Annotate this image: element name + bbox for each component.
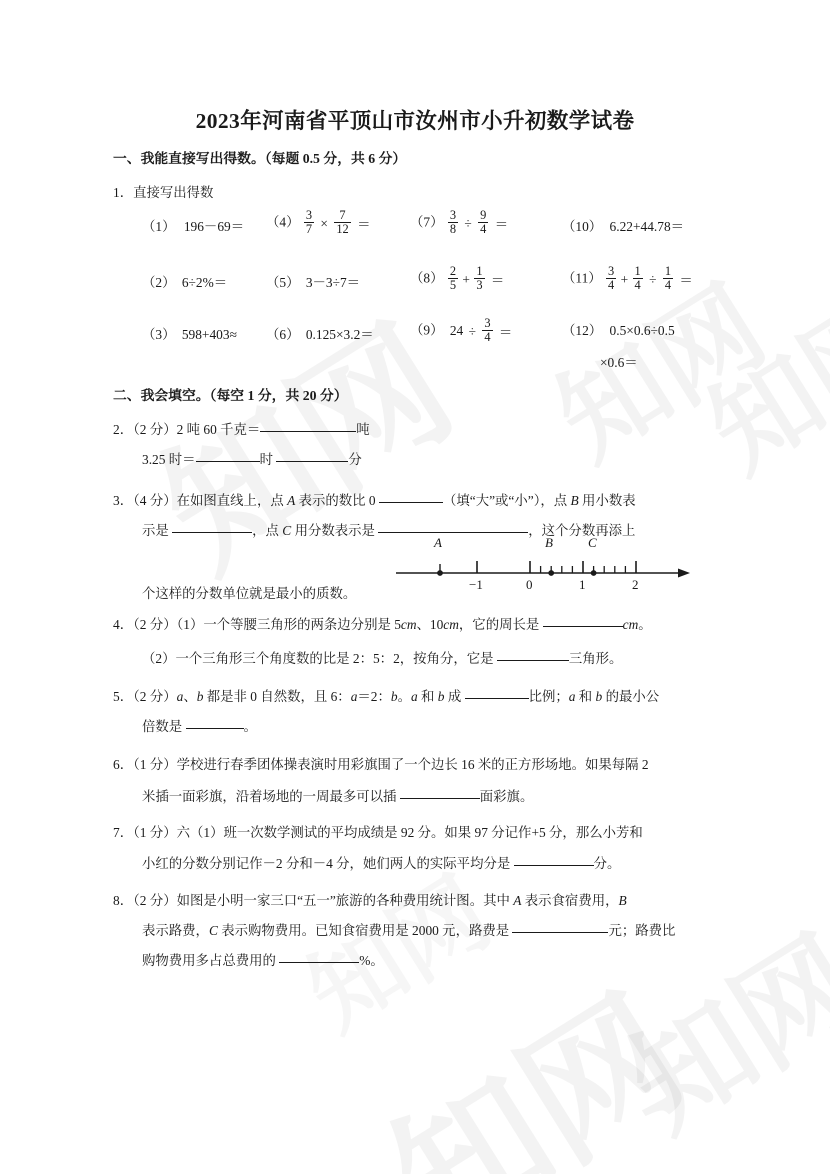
answer-blank[interactable] <box>196 461 260 462</box>
legend-a-label: A <box>513 893 522 908</box>
question-5-line-1 <box>113 686 659 705</box>
fraction <box>304 209 314 236</box>
question-4-text: ，它的周长是 <box>458 617 543 632</box>
question-3-text: （填“大”或“小”），点 <box>442 493 571 508</box>
problem-1 <box>142 216 244 235</box>
question-7-text: 分。 <box>593 856 621 871</box>
variable-b: b <box>437 689 445 704</box>
numline-point-c-label: C <box>588 535 597 550</box>
problem-7 <box>410 210 510 237</box>
answer-blank[interactable] <box>514 865 594 866</box>
variable-a: a <box>350 689 358 704</box>
question-8-text: 表示路费， <box>142 923 209 938</box>
question-5-text: 比例； <box>528 689 569 704</box>
numline-tick-label: 0 <box>526 577 533 592</box>
equals-sign: ＝ <box>490 273 505 289</box>
problem-11 <box>562 266 695 293</box>
problem-9-operand: 24 <box>449 322 464 338</box>
problem-9-label: （9） <box>410 322 444 338</box>
question-5-text: ＝2： <box>357 689 391 704</box>
problem-12-expr-cont: ×0.6＝ <box>600 355 638 370</box>
fraction-numerator: 9 <box>480 208 487 222</box>
question-8-text: 购物费用多占总费用的 <box>142 953 280 968</box>
question-3-text: 3．（4 分）在如图直线上，点 <box>113 493 288 508</box>
question-5-text: 都是非 0 自然数，且 6： <box>203 689 351 704</box>
answer-blank[interactable] <box>379 502 443 503</box>
point-b-label: B <box>570 493 579 508</box>
question-8-text: 表示购物费用。已知食宿费用是 2000 元，路费是 <box>217 923 513 938</box>
question-3-text: 表示的数比 0 <box>295 493 379 508</box>
operator: ÷ <box>464 215 472 231</box>
question-4-text: 三角形。 <box>568 651 623 666</box>
problem-5 <box>266 272 360 291</box>
problem-5-label: （5） <box>266 275 300 290</box>
numline-tick-label: −1 <box>469 577 483 592</box>
question-5-text: 和 <box>575 689 596 704</box>
question-2-line-1 <box>113 419 370 438</box>
question-8-line-3 <box>142 950 384 969</box>
question-5-text: 和 <box>417 689 438 704</box>
variable-a: a <box>410 689 418 704</box>
variable-a: a <box>568 689 576 704</box>
variable-b: b <box>390 689 398 704</box>
unit-label: 时 <box>259 452 273 467</box>
question-8-text: 8．（2 分）如图是小明一家三口“五一”旅游的各种费用统计图。其中 <box>113 893 514 908</box>
fraction <box>448 265 458 292</box>
question-3-text: ，这个分数再添上 <box>528 523 636 538</box>
fraction-denominator: 4 <box>664 278 672 293</box>
answer-blank[interactable] <box>465 698 529 699</box>
fraction-denominator: 4 <box>608 278 615 293</box>
problem-3-expr: 598+403≈ <box>181 327 237 342</box>
question-5-text: 。 <box>243 719 257 734</box>
problem-11-label: （11） <box>562 270 602 286</box>
question-4-line-1 <box>113 614 652 633</box>
point-c-label: C <box>282 523 292 538</box>
answer-blank[interactable] <box>497 660 569 661</box>
answer-blank[interactable] <box>400 798 480 799</box>
question-5-text: 成 <box>444 689 465 704</box>
fraction <box>334 209 350 236</box>
fraction <box>482 317 492 344</box>
question-5-line-2 <box>142 716 257 735</box>
question-3-line-3: 个这样的分数单位就是最小的质数。 <box>142 586 357 601</box>
problem-10-label: （10） <box>562 219 603 234</box>
problem-12-label: （12） <box>562 323 603 338</box>
fraction <box>606 265 616 292</box>
fraction <box>474 265 484 292</box>
problem-10 <box>562 216 684 235</box>
question-6-line-2 <box>142 786 533 805</box>
page-title: 2023年河南省平顶山市汝州市小升初数学试卷 <box>195 109 635 133</box>
answer-blank[interactable] <box>260 431 356 432</box>
question-1-prompt: 直接写出得数 <box>133 185 214 200</box>
fraction-denominator: 3 <box>476 278 483 293</box>
question-7-text: 小红的分数分别记作－2 分和－4 分，她们两人的实际平均分是 <box>142 856 514 871</box>
fraction-denominator: 8 <box>449 222 457 237</box>
question-2-text: 2．（2 分）2 吨 60 千克＝ <box>113 422 261 437</box>
answer-blank[interactable] <box>543 626 623 627</box>
problem-2 <box>142 272 227 291</box>
problem-6-label: （6） <box>266 327 300 342</box>
question-5-text: 倍数是 <box>142 719 186 734</box>
fraction-numerator: 3 <box>484 316 491 330</box>
variable-b: b <box>196 689 204 704</box>
question-3-text: 用分数表示是 <box>291 523 379 538</box>
question-7-line-1: 7．（1 分）六（1）班一次数学测试的平均成绩是 92 分。如果 97 分记作+5 分，那么小芳和 <box>113 825 643 840</box>
variable-b: b <box>595 689 603 704</box>
equals-sign: ＝ <box>498 325 513 341</box>
watermark-text <box>346 937 715 1174</box>
question-4-text: 。 <box>638 617 652 632</box>
problem-3 <box>142 324 237 343</box>
question-8-line-2 <box>142 920 675 939</box>
problem-7-label: （7） <box>410 214 444 230</box>
numline-point-b-label: B <box>545 535 553 550</box>
numline-point-a-label: A <box>434 535 442 550</box>
fraction <box>663 265 673 292</box>
question-1-label <box>113 182 213 201</box>
fraction <box>448 209 458 236</box>
unit-label: cm <box>622 617 639 632</box>
question-5-text: 5．（2 分） <box>113 689 177 704</box>
answer-blank[interactable] <box>279 962 359 963</box>
fraction-numerator: 3 <box>305 208 313 222</box>
section-2-heading: 二、我会填空。（每空 1 分，共 20 分） <box>113 388 348 403</box>
problem-2-expr: 6÷2%＝ <box>181 275 228 290</box>
problem-1-expr: 196－69＝ <box>183 219 245 234</box>
point-a-label: A <box>287 493 296 508</box>
question-3-text: 示是 <box>142 523 173 538</box>
fraction-numerator: 1 <box>664 264 672 278</box>
problem-8 <box>410 266 506 293</box>
fraction-denominator: 12 <box>336 222 349 237</box>
numline-tick-label: 1 <box>579 577 586 592</box>
question-1-number: 1． <box>113 185 134 200</box>
problem-4-label: （4） <box>266 214 300 230</box>
unit-label: cm <box>443 617 459 632</box>
question-6-text: 米插一面彩旗，沿着场地的一周最多可以插 <box>142 789 400 804</box>
fraction <box>478 209 488 236</box>
variable-a: a <box>176 689 184 704</box>
fraction-numerator: 3 <box>608 264 615 278</box>
fraction-numerator: 1 <box>634 264 641 278</box>
question-6-line-1: 6．（1 分）学校进行春季团体操表演时用彩旗围了一个边长 16 米的正方形场地。如果每隔 2 <box>113 757 649 772</box>
fraction-numerator: 1 <box>476 264 483 278</box>
fraction-numerator: 7 <box>339 208 346 222</box>
problem-9 <box>410 318 514 345</box>
fraction-denominator: 7 <box>305 222 313 237</box>
question-3-text: 用小数表 <box>578 493 636 508</box>
fraction-denominator: 4 <box>484 330 491 345</box>
problem-1-label: （1） <box>142 219 176 234</box>
problem-12 <box>562 320 675 339</box>
question-2-line-2 <box>142 449 362 468</box>
problem-2-label: （2） <box>142 275 176 290</box>
unit-label: 分 <box>348 452 362 467</box>
unit-label: 吨 <box>356 422 370 437</box>
question-8-text: %。 <box>359 953 384 968</box>
operator: ÷ <box>468 323 476 339</box>
operator: + <box>462 271 470 287</box>
watermark-text <box>675 255 830 501</box>
legend-c-label: C <box>208 923 218 938</box>
answer-blank[interactable] <box>276 461 348 462</box>
unit-label: cm <box>400 617 417 632</box>
question-3-line-1 <box>113 490 636 509</box>
problem-4 <box>266 210 372 237</box>
legend-b-label: B <box>618 893 627 908</box>
fraction <box>633 265 643 292</box>
watermark-text <box>278 840 511 1056</box>
operator: + <box>620 271 629 287</box>
question-7-line-2 <box>142 853 620 872</box>
problem-12-expr: 0.5×0.6÷0.5 <box>609 323 675 338</box>
fraction-numerator: 3 <box>449 208 457 222</box>
equals-sign: ＝ <box>357 217 371 233</box>
problem-6 <box>266 324 374 343</box>
problem-8-label: （8） <box>410 270 444 286</box>
question-4-text: （2）一个三角形三个角度数的比是 2：5：2，按角分，它是 <box>142 651 497 666</box>
answer-blank[interactable] <box>512 932 608 933</box>
question-3-text: ，点 <box>252 523 283 538</box>
problem-10-expr: 6.22+44.78＝ <box>609 219 685 234</box>
fraction-denominator: 5 <box>449 278 457 293</box>
question-6-text: 面彩旗。 <box>479 789 534 804</box>
question-8-line-1 <box>113 890 627 909</box>
question-8-text: 表示食宿费用， <box>521 893 619 908</box>
equals-sign: ＝ <box>494 217 509 233</box>
operator: × <box>320 215 328 231</box>
answer-blank[interactable] <box>172 532 252 533</box>
fraction-denominator: 4 <box>634 278 641 293</box>
problem-3-label: （3） <box>142 327 176 342</box>
question-4-line-2 <box>142 648 622 667</box>
operator: ÷ <box>649 271 657 287</box>
question-4-text: 、10 <box>416 617 444 632</box>
fraction-denominator: 4 <box>480 222 487 237</box>
question-5-text: 。 <box>397 689 411 704</box>
question-5-text: 的最小公 <box>602 689 660 704</box>
section-1-heading: 一、我能直接写出得数。（每题 0.5 分，共 6 分） <box>113 151 407 166</box>
equals-sign: ＝ <box>679 273 693 289</box>
number-line-figure <box>392 530 692 600</box>
question-2-text: 3.25 时＝ <box>142 452 196 467</box>
numline-tick-label: 2 <box>632 577 639 592</box>
answer-blank[interactable] <box>186 728 244 729</box>
question-4-text: 4．（2 分）（1）一个等腰三角形的两条边分别是 5 <box>113 617 401 632</box>
problem-5-expr: 3－3÷7＝ <box>305 275 361 290</box>
question-8-text: 元；路费比 <box>608 923 676 938</box>
fraction-numerator: 2 <box>449 264 457 278</box>
question-5-text: 、 <box>183 689 197 704</box>
problem-6-expr: 0.125×3.2＝ <box>305 327 374 342</box>
